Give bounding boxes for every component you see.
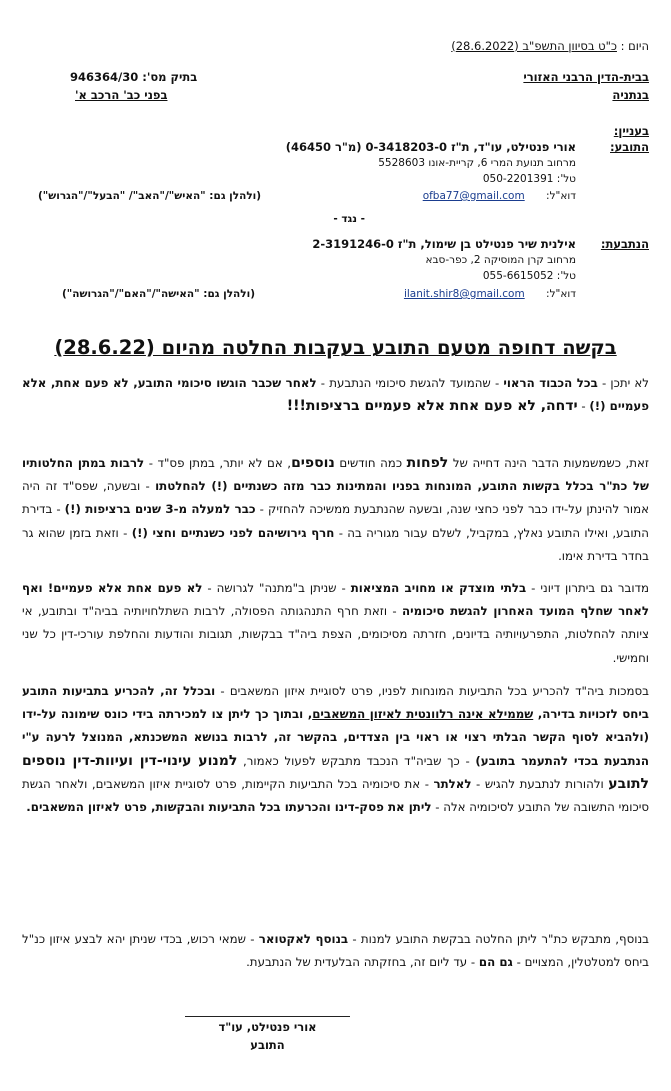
p3-text-c: - שניתן ב"מתנה" לגרושה - [202, 581, 351, 595]
plaintiff-email-label: דוא"ל: [546, 190, 576, 202]
plaintiff-name: אורי פנטילט, עו"ד, ת"ז 0-3418203-0 (מ"ר 46450) [285, 140, 576, 154]
p4-bold-j: ליתן את פסק-דינו והכרעתו בכל התביעות והבקשות, פרט לאיזון המשאבים. [26, 800, 432, 815]
p2-text-k: - וזאת בזמן שהוא גר בחדר בדירת אימו. [22, 525, 649, 563]
p3-text-a: מדובר גם ביתרון דיוני - [526, 581, 649, 595]
p3-bold-d: לא פעם אחת אלא פעמיים! ואף לאחר שחלף המועד האחרון להגשת סיכומיה [22, 581, 650, 619]
p3-bold-b: בלתי מוצדק או מחויב המציאות [350, 581, 527, 595]
p4-bold-underline-c: שממילא אינה רלוונטית לאיזון המשאבים [312, 707, 534, 722]
file-number-value: 946364/30 [70, 70, 139, 84]
p2-bold-b: לפחות [406, 455, 449, 471]
p5-text-a: בנוסף, מתבקש כת"ר ליתן החלטה בבקשת התובע למנות - [348, 932, 649, 946]
plaintiff-address: מרחוב תנועת המרי 6, קריית-אונו 5528603 [378, 157, 576, 169]
plaintiff-email-row [423, 190, 576, 202]
p2-bold-h: כבר למעלה מ-3 שנים ברציפות (!) [64, 502, 256, 517]
versus: - נגד - [333, 213, 365, 225]
p2-text-e: , אם לא יותר, במתן פס"ד - [144, 456, 292, 470]
p1-bold-f: ידחה, לא פעם אחת אלא פעמיים ברציפות!!! [286, 398, 578, 415]
p1-bold-b: בכל הכבוד הראוי [503, 376, 598, 390]
signature-line [185, 1016, 350, 1017]
p4-bold-h: לאלתר [433, 776, 472, 791]
date-label: היום : [620, 39, 649, 53]
p4-bold-f: למנוע עינוי-דין ועיוות-דין נוספים לתובע [22, 752, 649, 792]
defendant-role: הנתבעת: [600, 237, 649, 251]
court-city: בנתניה [612, 88, 649, 102]
p2-bold-f: לרבות במתן החלטותיו של כת"ר בכלל בקשות התובע, המונחות בפניו והמתינות כבר מזה כשנתיים (!) להחלטתו [22, 456, 649, 494]
date-line [451, 39, 649, 53]
defendant-address: מרחוב קרן המוסיקה 2, כפר-סבא [425, 254, 576, 266]
defendant-aka: (ולהלן גם: "האישה"/"האם"/"הגרושה") [62, 288, 256, 300]
p5-bold-d: גם הם [478, 955, 513, 970]
p1-bold-d: לאחר שכבר הוגשו סיכומי התובע, לא פעם אחת, אלא פעמיים (!) [22, 376, 649, 414]
defendant-phone: טל': 055-6615052 [482, 270, 576, 282]
signature-name: אורי פנטילט, עו"ד [218, 1020, 317, 1034]
paragraph-2 [22, 452, 649, 568]
plaintiff-email-link[interactable]: ofba77@gmail.com [422, 190, 525, 202]
defendant-email-link[interactable]: ilanit.shir8@gmail.com [403, 288, 525, 300]
p1-text-a: לא יתכן - [597, 376, 649, 390]
panel: בפני כב' הרכב א' [75, 88, 168, 102]
plaintiff-aka: (ולהלן גם: "האיש"/"האב"/ "הבעל"/"הגרוש") [38, 190, 262, 202]
p4-text-e: - כך שביה"ד הנכבד מתבקש לפעול כאמור, [237, 753, 476, 768]
plaintiff-phone: טל': 050-2201391 [482, 173, 576, 185]
p4-text-a: בסמכות ביה"ד להכריע בכל התביעות המונחות לפניו, פרט לסוגיית איזון המשאבים - [215, 684, 649, 698]
p2-text-a: זאת, כשמשמעות הדבר הינה דחייה של [448, 456, 649, 470]
p3-text-e: - וזאת חרף התנהגותה הפסולה, לרבות השתלחויותיה בביה"ד ובתובע, אי ציותה להחלטות, התפרעויותיה בדיונים, חזרתה מסיכומים, הצפת ביה"ד בבקשות, תגובות והודעות והחלפת עורכי-דין כל שני וחמישי. [22, 604, 649, 665]
defendant-email-row [404, 288, 576, 300]
p1-text-c: - שהמועד להגשת סיכומי הנתבעת - [316, 376, 504, 390]
p2-bold-d: נוספים [291, 455, 335, 471]
p5-text-e: - עד ליום זה, בחזקתה הבלעדית של הנתבעת. [246, 955, 479, 970]
p2-text-i: - בדירת התובע, ואילו התובע נאלץ, במקביל, לשלם עבור מגוריה בה - [22, 502, 649, 540]
paragraph-1 [22, 372, 649, 418]
p4-bold-d: , ובתוך כך ליתן צו למכירתה בידי כונס שימונה על-ידו (ולהביא לסוף הקשר הבלתי רצוי או ראוי בין הצדדים, בהקשר זה, לרבות בנושא המשכנתא, המנוצל לרעה ע"י הנתבעת בכדי להתעמר בתובע) [22, 707, 649, 768]
defendant-email-label: דוא"ל: [546, 288, 576, 300]
p4-text-g: ולהורות לנתבעת להגיש - [471, 776, 609, 791]
p4-bold-b: ובכלל זה, להכריע בתביעות התובע ביחס לזכויות בדירה, [22, 684, 649, 722]
paragraph-5 [22, 928, 649, 974]
p5-text-c: - שמאי רכוש, בכדי שניתן יהא לבצע איזון כנ"ל ביחס למטלטלין, המצויים - [22, 932, 649, 970]
plaintiff-role: התובע: [610, 140, 649, 154]
p1-text-e: - [577, 399, 590, 414]
file-label: בתיק מס': [142, 70, 198, 84]
page-title: בקשה דחופה מטעם התובע בעקבות החלטה מהיום (28.6.22) [54, 336, 617, 359]
p2-text-g: - ובשעה, שפס"ד זה היה אמור להינתן על-ידו כבר לפני כחצי שנה, ובשעה שהנתבעת ממשיכה להחזיק - [22, 479, 649, 517]
p2-text-c: כמה חודשים [334, 456, 407, 470]
p2-bold-j: חרף גירושיהם לפני כשנתיים וחצי (!) [131, 525, 335, 540]
paragraph-3 [22, 577, 649, 670]
subject-label: בעניין: [613, 124, 649, 138]
file-number [70, 70, 197, 84]
p5-bold-b: בנוסף לאקטואר [258, 932, 349, 946]
date-value: כ"ט בסיוון התשפ"ב (28.6.2022) [451, 39, 617, 53]
defendant-name: אילנית שיר פנטילט בן שימול, ת"ז 2-3191246-0 [312, 237, 576, 251]
court-name: בבית-הדין הרבני האזורי [523, 70, 649, 84]
paragraph-4 [22, 680, 649, 819]
p4-text-i: - את סיכומיה בכל התביעות הקיימות, פרט לסוגיית איזון המשאבים, ולאחר הגשת סיכומי התשובה של התובע לסיכומיה אלה - [22, 776, 649, 815]
signature-role: התובע [250, 1038, 285, 1052]
